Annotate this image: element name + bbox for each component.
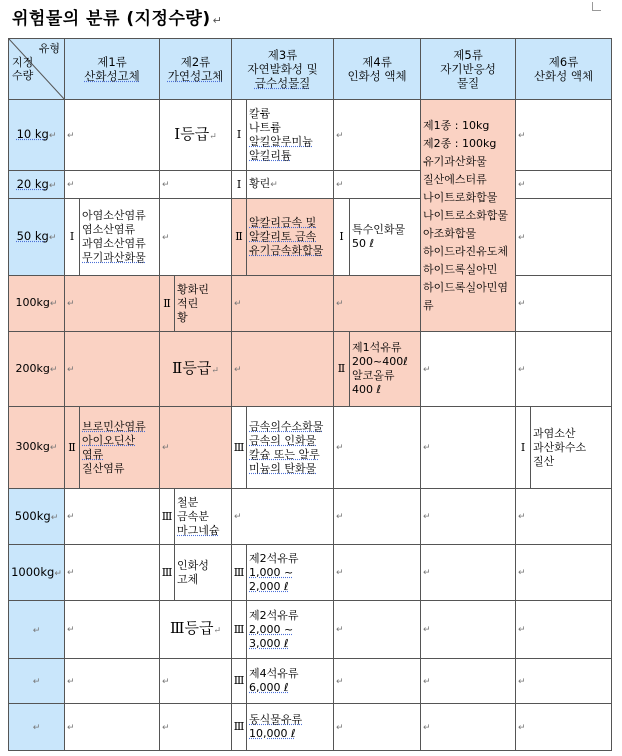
cell-c4: ↵ xyxy=(334,704,421,751)
cell-c6: ↵ xyxy=(516,100,612,171)
header-class6: 제6류 산화성 액체 xyxy=(516,39,612,100)
cell-c3-300kg: 금속의수소화물 금속의 인화물 칼슘 또는 알루 미늄의 탄화물 xyxy=(247,407,334,489)
cell-c5: ↵ xyxy=(421,704,516,751)
cell-c4-2000l: 제2석유류 2,000 ~ 3,000 ℓ xyxy=(247,601,334,659)
cell-c1: ↵ xyxy=(65,601,160,659)
cell-c1: ↵ xyxy=(65,545,160,601)
cell-c4: ↵ xyxy=(334,601,421,659)
amount-cell: 100kg↵ xyxy=(9,276,65,332)
cell-c1: ↵ xyxy=(65,276,160,332)
cell-c2-500kg: 철분 금속분 마그네슘 xyxy=(175,489,232,545)
roman-numeral: Ⅱ xyxy=(232,199,247,276)
cell-c4: ↵ xyxy=(334,100,421,171)
cell-c3-50kg: 알칼리금속 및 알칼리토 금속 유기금속화합물 xyxy=(247,199,334,276)
header-class4: 제4류 인화성 액체 xyxy=(334,39,421,100)
cell-c4: ↵ xyxy=(334,407,421,489)
cell-c1: ↵ xyxy=(65,100,160,171)
roman-numeral: Ⅰ xyxy=(232,100,247,171)
row-grade3-c xyxy=(9,704,612,751)
cell-c2: ↵ xyxy=(160,407,232,489)
roman-numeral: Ⅰ xyxy=(65,199,80,276)
cell-c4: ↵ xyxy=(334,659,421,704)
cell-c2-1000kg: 인화성 고체 xyxy=(175,545,232,601)
cell-c6: ↵ xyxy=(516,704,612,751)
cell-c1: ↵ xyxy=(65,171,160,199)
roman-numeral: Ⅲ xyxy=(160,489,175,545)
row-300kg xyxy=(9,407,612,489)
cell-c4-1000kg: 제2석유류 1,000 ~ 2,000 ℓ xyxy=(247,545,334,601)
cell-c1: ↵ xyxy=(65,332,160,407)
row-100kg xyxy=(9,276,612,332)
cell-c6: ↵ xyxy=(516,489,612,545)
cell-c1-300kg: 브로민산염류 아이오딘산 염류 질산염류 xyxy=(80,407,160,489)
header-class1: 제1류 산화성고체 xyxy=(65,39,160,100)
cell-c4: ↵ xyxy=(334,276,421,332)
header-class3: 제3류 자연발화성 및 금수성물질 xyxy=(232,39,334,100)
amount-cell: 50 kg↵ xyxy=(9,199,65,276)
cell-c5: ↵ xyxy=(421,407,516,489)
cell-c5: ↵ xyxy=(421,601,516,659)
cell-c3: ↵ xyxy=(232,276,334,332)
cell-c1: ↵ xyxy=(65,704,160,751)
amount-cell: 10 kg↵ xyxy=(9,100,65,171)
cell-c5: ↵ xyxy=(421,332,516,407)
roman-numeral: Ⅰ xyxy=(232,171,247,199)
corner-header-cell xyxy=(9,39,65,100)
cell-c6-300kg: 과염소산 과산화수소 질산 xyxy=(531,407,612,489)
row-500kg xyxy=(9,489,612,545)
roman-numeral: Ⅱ xyxy=(65,407,80,489)
cell-c4: ↵ xyxy=(334,171,421,199)
cell-c2: ↵ xyxy=(160,704,232,751)
row-200kg xyxy=(9,332,612,407)
amount-cell: ↵ xyxy=(9,601,65,659)
grade-3-label: Ⅲ등급↵ xyxy=(160,601,232,659)
cell-c1-50kg: 아염소산염류 염소산염류 과염소산염류 무기과산화물 xyxy=(80,199,160,276)
roman-numeral: Ⅱ xyxy=(160,276,175,332)
cell-c5: ↵ xyxy=(421,489,516,545)
amount-cell: 500kg↵ xyxy=(9,489,65,545)
cell-c1: ↵ xyxy=(65,659,160,704)
amount-cell: 200kg↵ xyxy=(9,332,65,407)
page-corner-mark xyxy=(592,2,601,11)
roman-numeral: Ⅲ xyxy=(232,545,247,601)
cell-c3-20kg: 황린↵ xyxy=(247,171,334,199)
cell-c3-10kg: 칼륨 나트륨 알킬알루미늄 알킬리튬 xyxy=(247,100,334,171)
cell-c4-50kg: 특수인화물 50 ℓ xyxy=(350,199,421,276)
cell-c4: ↵ xyxy=(334,545,421,601)
cell-c6: ↵ xyxy=(516,545,612,601)
cell-c4-6000l: 제4석유류 6,000 ℓ xyxy=(247,659,334,704)
roman-numeral: Ⅲ xyxy=(232,659,247,704)
row-1000kg xyxy=(9,545,612,601)
row-20kg xyxy=(9,171,612,199)
amount-cell: 1000kg↵ xyxy=(9,545,65,601)
header-row xyxy=(9,39,612,100)
cell-c5-self-reactive: 제1종 : 10kg 제2종 : 100kg 유기과산화물 질산에스터류 나이트로화합물 나이트로소화합물 아조화합물 하이드라진유도체 하이드록실아민 하이드록실아민염류 xyxy=(421,100,516,332)
row-grade3-b xyxy=(9,659,612,704)
amount-cell: 20 kg↵ xyxy=(9,171,65,199)
amount-cell: ↵ xyxy=(9,704,65,751)
grade-2-label: Ⅱ등급↵ xyxy=(160,332,232,407)
header-class5: 제5류 자기반응성 물질 xyxy=(421,39,516,100)
row-10kg xyxy=(9,100,612,171)
corner-type-label: 유형 xyxy=(38,42,60,55)
roman-numeral: Ⅲ xyxy=(232,601,247,659)
cell-c5: ↵ xyxy=(421,545,516,601)
amount-cell: ↵ xyxy=(9,659,65,704)
amount-cell: 300kg↵ xyxy=(9,407,65,489)
cell-c2: ↵ xyxy=(160,659,232,704)
roman-numeral: Ⅰ xyxy=(516,407,531,489)
roman-numeral: Ⅱ xyxy=(334,332,350,407)
corner-amount-label: 지정 수량 xyxy=(12,56,34,82)
roman-numeral: Ⅲ xyxy=(232,704,247,751)
roman-numeral: Ⅰ xyxy=(334,199,350,276)
cell-c6: ↵ xyxy=(516,659,612,704)
cell-c6: ↵ xyxy=(516,332,612,407)
cell-c3: ↵ xyxy=(232,332,334,407)
row-grade3-a xyxy=(9,601,612,659)
cell-c4: ↵ xyxy=(334,489,421,545)
cell-c6: ↵ xyxy=(516,199,612,276)
cell-c2: ↵ xyxy=(160,171,232,199)
cell-c2: ↵ xyxy=(160,199,232,276)
cell-c2-100kg: 황화린 적린 황 xyxy=(175,276,232,332)
cell-c5: ↵ xyxy=(421,659,516,704)
cell-c3: ↵ xyxy=(232,489,334,545)
cell-c6: ↵ xyxy=(516,276,612,332)
roman-numeral: Ⅲ xyxy=(160,545,175,601)
row-50kg xyxy=(9,199,612,276)
grade-1-label: Ⅰ등급↵ xyxy=(160,100,232,171)
header-class2: 제2류 가연성고체 xyxy=(160,39,232,100)
cell-c1: ↵ xyxy=(65,489,160,545)
cell-c4-200kg: 제1석유류 200~400ℓ 알코올류 400 ℓ xyxy=(350,332,421,407)
classification-table xyxy=(8,38,612,751)
cell-c6: ↵ xyxy=(516,171,612,199)
page-title: 위험물의 분류 (지정수량) ↵ xyxy=(12,9,223,29)
cell-c6: ↵ xyxy=(516,601,612,659)
cell-c4-10000l: 동식물유류 10,000 ℓ xyxy=(247,704,334,751)
roman-numeral: Ⅲ xyxy=(232,407,247,489)
